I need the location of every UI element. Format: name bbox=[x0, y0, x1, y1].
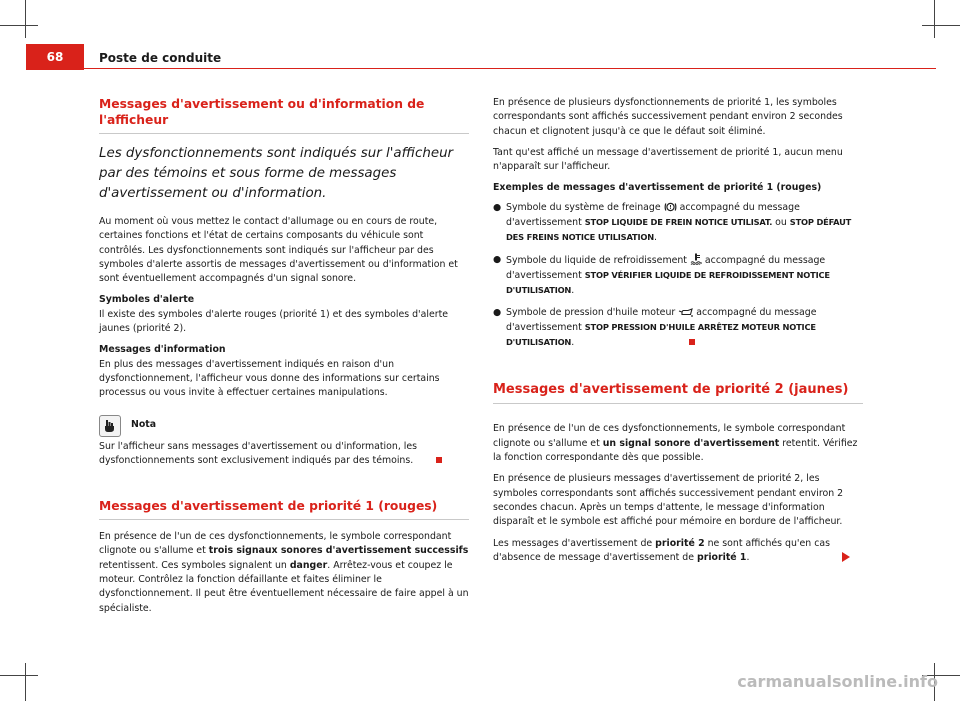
svg-text:!: ! bbox=[668, 204, 672, 211]
nota-header bbox=[99, 415, 469, 437]
subheading-exemples: Exemples de messages d'avertissement de priorité 1 (rouges) bbox=[493, 182, 822, 194]
subheading-symboles: Symboles d'alerte bbox=[99, 294, 195, 306]
crop-mark bbox=[0, 25, 38, 26]
brake-warning-icon bbox=[664, 202, 677, 212]
header-rule bbox=[26, 68, 936, 69]
coolant-temperature-icon bbox=[690, 253, 702, 265]
heading-messages-afficheur: Messages d'avertissement ou d'information de l'afficheur bbox=[99, 96, 469, 134]
paragraph: Il existe des symboles d'alerte rouges (priorité 1) et des symboles d'alerte jaunes (priorité 2). bbox=[99, 308, 449, 335]
list-item: ● Symbole de pression d'huile moteur accompagné du message d'avertissement STOP PRESSION D'HUILE ARRÊTEZ MOTEUR NOTICE D'UTILISATION. bbox=[493, 306, 863, 351]
list-item: ● Symbole du système de freinage ! accompagné du message d'avertissement STOP LIQUIDE DE FREIN NOTICE UTILISAT. ou STOP DÉFAUT DES FREINS NOTICE UTILISATION. bbox=[493, 201, 863, 246]
nota-title: Nota bbox=[131, 419, 157, 431]
paragraph: Au moment où vous mettez le contact d'allumage ou en cours de route, certaines fonctions et l'état de certains composants du véhicule sont contrôlés. Les dysfonctionnements sont indiqués sur l'afficheur par des symboles d'alerte assortis de messages d'avertissement ou d'information et sont éventuellement accompagnés d'un signal sonore. bbox=[99, 216, 458, 285]
paragraph: En présence de l'un de ces dysfonctionnements, le symbole correspondant clignote ou s'allume et un signal sonore d'avertissement retentit. Vérifiez la fonction correspondante dès que possible. bbox=[493, 423, 858, 464]
continue-arrow-icon bbox=[842, 552, 850, 562]
nota-text: Sur l'afficheur sans messages d'avertissement ou d'information, les dysfonctionnements sont exclusivement indiqués par des témoins. bbox=[99, 440, 469, 469]
crop-mark bbox=[922, 25, 960, 26]
subheading-information: Messages d'information bbox=[99, 344, 226, 356]
paragraph: En plus des messages d'avertissement indiqués en raison d'un dysfonctionnement, l'afficheur vous donne des informations sur certains processus ou vous invite à effectuer certaines manipulations. bbox=[99, 358, 440, 399]
bullet-icon: ● bbox=[493, 306, 502, 318]
paragraph: Tant qu'est affiché un message d'avertissement de priorité 1, aucun menu n'apparaît sur l'afficheur. bbox=[493, 146, 843, 173]
heading-priorite-2: Messages d'avertissement de priorité 2 (jaunes) bbox=[493, 382, 863, 404]
crop-mark bbox=[25, 0, 26, 38]
hand-note-icon bbox=[99, 415, 121, 437]
crop-mark bbox=[934, 0, 935, 38]
bullet-icon: ● bbox=[493, 253, 502, 265]
paragraph: Les messages d'avertissement de priorité 2 ne sont affichés qu'en cas d'absence de message d'avertissement de priorité 1. bbox=[493, 537, 863, 566]
list-item: ● Symbole du liquide de refroidissement accompagné du message d'avertissement STOP VÉRIFIER LIQUIDE DE REFROIDISSEMENT NOTICE D'UTILISATION. bbox=[493, 253, 863, 299]
heading-priorite-1: Messages d'avertissement de priorité 1 (rouges) bbox=[99, 498, 469, 520]
left-column bbox=[99, 96, 469, 623]
right-column bbox=[493, 96, 863, 572]
oil-pressure-icon bbox=[678, 308, 693, 317]
paragraph: En présence de plusieurs dysfonctionnements de priorité 1, les symboles correspondants sont affichés successivement pendant environ 2 secondes chacun et clignotent jusqu'à ce que le défaut soit éliminé. bbox=[493, 97, 843, 137]
section-title: Poste de conduite bbox=[99, 51, 222, 65]
paragraph: En présence de plusieurs messages d'avertissement de priorité 2, les symboles correspondants sont affichés successivement pendant environ 2 secondes chacun. Après un temps d'attente, le message d'information disparaît et le symbole est affiché pour mémoire en bordure de l'afficheur. bbox=[493, 473, 844, 528]
intro-lead: Les dysfonctionnements sont indiqués sur l'afficheur par des témoins et sous forme de messages d'avertissement ou d'information. bbox=[99, 146, 454, 201]
end-of-section-icon bbox=[689, 339, 695, 345]
end-of-section-icon bbox=[436, 457, 442, 463]
bullet-icon: ● bbox=[493, 201, 502, 213]
paragraph: En présence de l'un de ces dysfonctionnements, le symbole correspondant clignote ou s'allume et trois signaux sonores d'avertissement successifs retentissent. Ces symboles signalent un danger. Arrêtez-vous et coupez le moteur. Contrôlez la fonction défaillante et faites éliminer le dysfonctionnement. Il peut être éventuellement nécessaire de faire appel à un spécialiste. bbox=[99, 531, 469, 614]
crop-mark bbox=[25, 663, 26, 701]
crop-mark bbox=[0, 675, 38, 676]
watermark: carmanualsonline.info bbox=[737, 672, 938, 691]
page-number: 68 bbox=[26, 44, 84, 70]
